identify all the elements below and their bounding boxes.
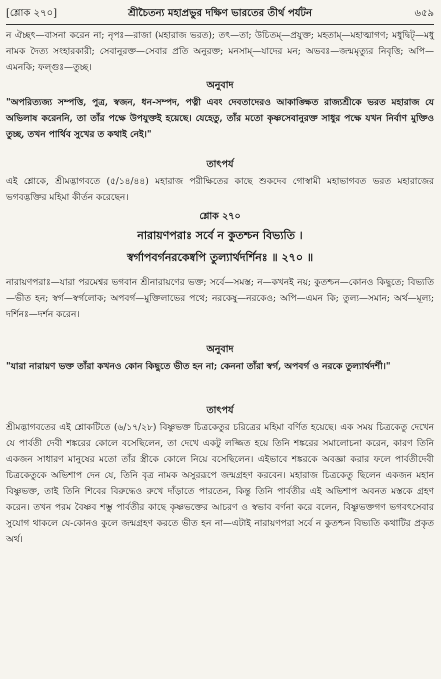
purport-text: এই শ্লোকে, শ্রীমদ্ভাগবতে (৫/১৪/৪৪) মহারাজ পরীক্ষিতের কাছে শুকদেব গোস্বামী মহাভাগবত ভরত মহারাজের ভগবদ্ভক্তির মহিমা কীর্তন করেছেন। bbox=[6, 177, 434, 203]
verse-heading: শ্লোক ২৭০ bbox=[199, 211, 241, 222]
running-header bbox=[6, 6, 434, 22]
purport-heading: তাৎপর্য bbox=[206, 159, 234, 170]
translation-heading-2: অনুবাদ bbox=[206, 344, 234, 355]
verse-line-1: নারায়ণপরাঃ সর্বে ন কুতশ্চন বিভ্যতি । bbox=[137, 229, 303, 242]
header-divider bbox=[6, 24, 434, 25]
translation-heading: অনুবাদ bbox=[206, 80, 234, 91]
purport-heading-2: তাৎপর্য bbox=[206, 405, 234, 416]
page-number: ৬৫৯ bbox=[414, 8, 434, 19]
previous-synonyms: ন ঐচ্ছৎ—বাসনা করেন না; নৃপঃ—রাজা (মহারাজ ভরত); তৎ—তা; উচিতম্—প্রযুক্ত; মহতাম্—মহাত্মাগণ; মধুদ্বিট্—মধু নামক দৈত্য সংহারকারী; সেবানুরক্ত—সেবার প্রতি অনুরক্ত; মনসাম্—যাদের মন; অভবঃ—জন্মমৃত্যুর নিবৃত্তি; অপি—এমনকি; ফল্গুঃ—তুচ্ছ। bbox=[6, 31, 434, 73]
verse-reference: [শ্লোক ২৭০] bbox=[6, 8, 57, 19]
verse-line-2: স্বর্গাপবর্গনরকেষ্বপি তুল্যার্থদর্শিনঃ ॥ ২৭০ ॥ bbox=[126, 251, 314, 264]
synonyms: নারায়ণপরাঃ—যারা পরমেশ্বর ভগবান শ্রীনারায়ণের ভক্ত; সর্বে—সমস্ত; ন—কখনই নয়; কুতশ্চন—কোনও কিছুতে; বিভ্যতি—ভীত হন; স্বর্গ—স্বর্গলোক; অপবর্গ—মুক্তিলাভের পথে; নরকেষু—নরকেও; অপি—এমন কি; তুল্য—সমান; অর্থ—মূল্য; দর্শিনঃ—দর্শন করেন। bbox=[6, 278, 434, 320]
translation-text-2: "যারা নারায়ণ ভক্ত তাঁরা কখনও কোন কিছুতে ভীত হন না; কেননা তাঁরা স্বর্গ, অপবর্গ ও নরকে তুল্যার্থদর্শী।" bbox=[6, 362, 391, 372]
purport-text-2: শ্রীমদ্ভাগবতের এই শ্লোকটিতে (৬/১৭/২৮) বিষ্ণুভক্ত চিত্রকেতুর চরিত্রের মহিমা বর্ণিত হয়েছে। এক সময় চিত্রকেতু দেখেন যে পার্বতী দেবী শঙ্করের কোলে বসেছিলেন, তা দেখে একটু লজ্জিত হয়ে তিনি শঙ্করের সমালোচনা করেন, কারণ তিনি একজন সাধারণ মানুষের মতো তাঁর স্ত্রীকে কোলে নিয়ে বসেছিলেন। এইভাবে শঙ্করকে অবজ্ঞা করার ফলে পার্বতীদেবী চিত্রকেতুকে অভিশাপ দেন যে, তিনি বৃত্র নামক অসুররূপে জন্মগ্রহণ করবেন। মহারাজ চিত্রকেতু ছিলেন একজন মহান বিষ্ণুভক্ত, তাই তিনি শিবের বিরুদ্ধেও রুখে দাঁড়াতে পারতেন, কিন্তু তিনি পার্বতীর এই অভিশাপ অবনত মস্তকে গ্রহণ করেন। তখন পরম বৈষ্ণব শম্ভু পার্বতীর কাছে কৃষ্ণভক্তের আচরণ ও স্বভাব বর্ণনা করে বলেন, বিষ্ণুভক্তগণ ভগবৎসেবার সুযোগ থাকলে যে-কোনও কুলে জন্মগ্রহণ করতে ভীত হন না—এটাই নারায়ণপরা সর্বে ন কুতশ্চন বিভ্যতি কথাটির প্রকৃত অর্থ। bbox=[6, 423, 434, 545]
chapter-title: শ্রীচৈতন্য মহাপ্রভুর দক্ষিণ ভারতের তীর্থ পর্যটন bbox=[128, 8, 312, 19]
translation-text: "অপরিত্যজ্য সম্পত্তি, পুত্র, স্বজন, ধন-সম্পদ, পত্নী এবং দেবতাদেরও আকাঙ্ক্ষিত রাজ্যশ্রীকে ভরত মহারাজ যে অভিলাষ করেননি, তা তাঁর পক্ষে উপযুক্তই হয়েছে। যেহেতু, তাঁর মতো কৃষ্ণসেবানুরক্ত সাধুর পক্ষে যখন নির্বাণ মুক্তিও তুচ্ছ, তখন পার্থিব সুখের ত কথাই নেই।" bbox=[6, 98, 434, 140]
